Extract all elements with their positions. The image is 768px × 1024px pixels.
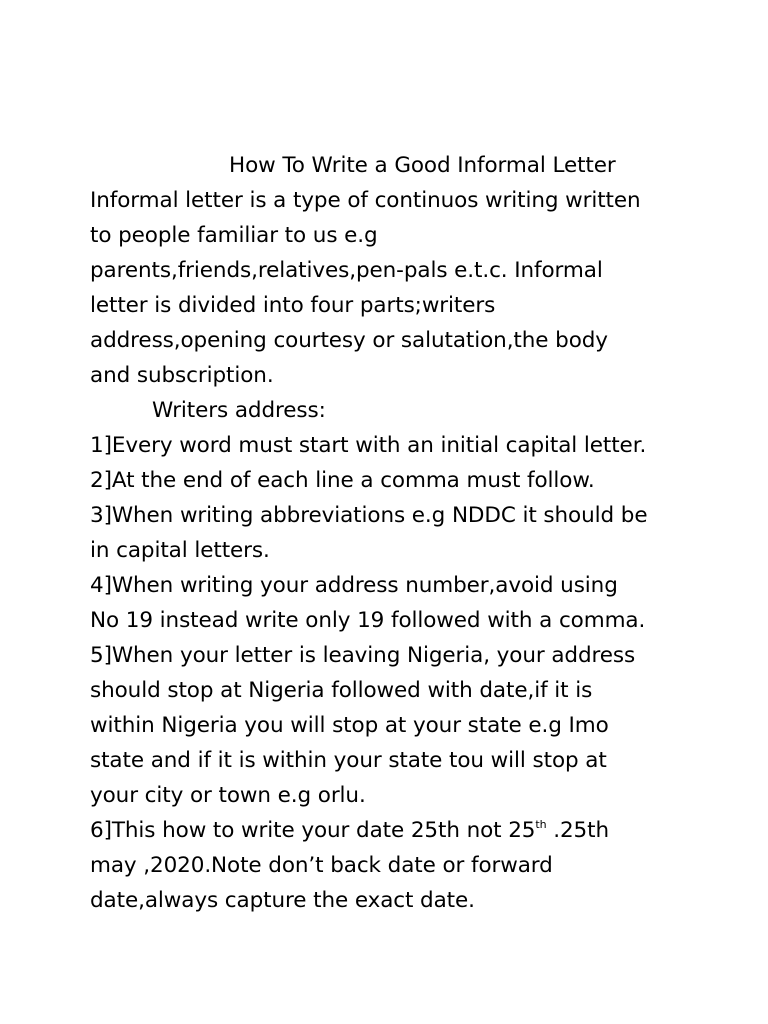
rule-line: may ,2020.Note don’t back date or forward (90, 853, 553, 878)
intro-line: parents,friends,relatives,pen-pals e.t.c. Informal (90, 258, 603, 283)
ordinal-superscript: th (535, 818, 547, 831)
intro-line: address,opening courtesy or salutation,the body (90, 328, 608, 353)
rule-6-text: 6]This how to write your date 25th not 25 (90, 818, 536, 843)
rule-line: 4]When writing your address number,avoid using (90, 573, 618, 598)
document-title: How To Write a Good Informal Letter (229, 153, 616, 178)
intro-line: to people familiar to us e.g (90, 223, 378, 248)
rule-line: No 19 instead write only 19 followed with a comma. (90, 608, 646, 633)
rule-line: state and if it is within your state tou will stop at (90, 748, 607, 773)
rule-line: should stop at Nigeria followed with date,if it is (90, 678, 593, 703)
intro-line: Informal letter is a type of continuos writing written (90, 188, 641, 213)
rule-line: your city or town e.g orlu. (90, 783, 366, 808)
rule-line: 3]When writing abbreviations e.g NDDC it should be (90, 503, 648, 528)
rule-line: in capital letters. (90, 538, 270, 563)
section-heading: Writers address: (152, 398, 326, 423)
document-page (90, 148, 740, 918)
rule-6-line (90, 813, 740, 848)
intro-line: and subscription. (90, 363, 274, 388)
rule-6-text-end: .25th (546, 818, 609, 843)
rules-list (90, 428, 740, 918)
rule-line: 1]Every word must start with an initial capital letter. (90, 433, 647, 458)
rule-line: 5]When your letter is leaving Nigeria, your address (90, 643, 636, 668)
intro-paragraph (90, 183, 740, 393)
rule-line: 2]At the end of each line a comma must follow. (90, 468, 595, 493)
rule-line: within Nigeria you will stop at your state e.g Imo (90, 713, 609, 738)
rule-line: date,always capture the exact date. (90, 888, 475, 913)
intro-line: letter is divided into four parts;writers (90, 293, 496, 318)
